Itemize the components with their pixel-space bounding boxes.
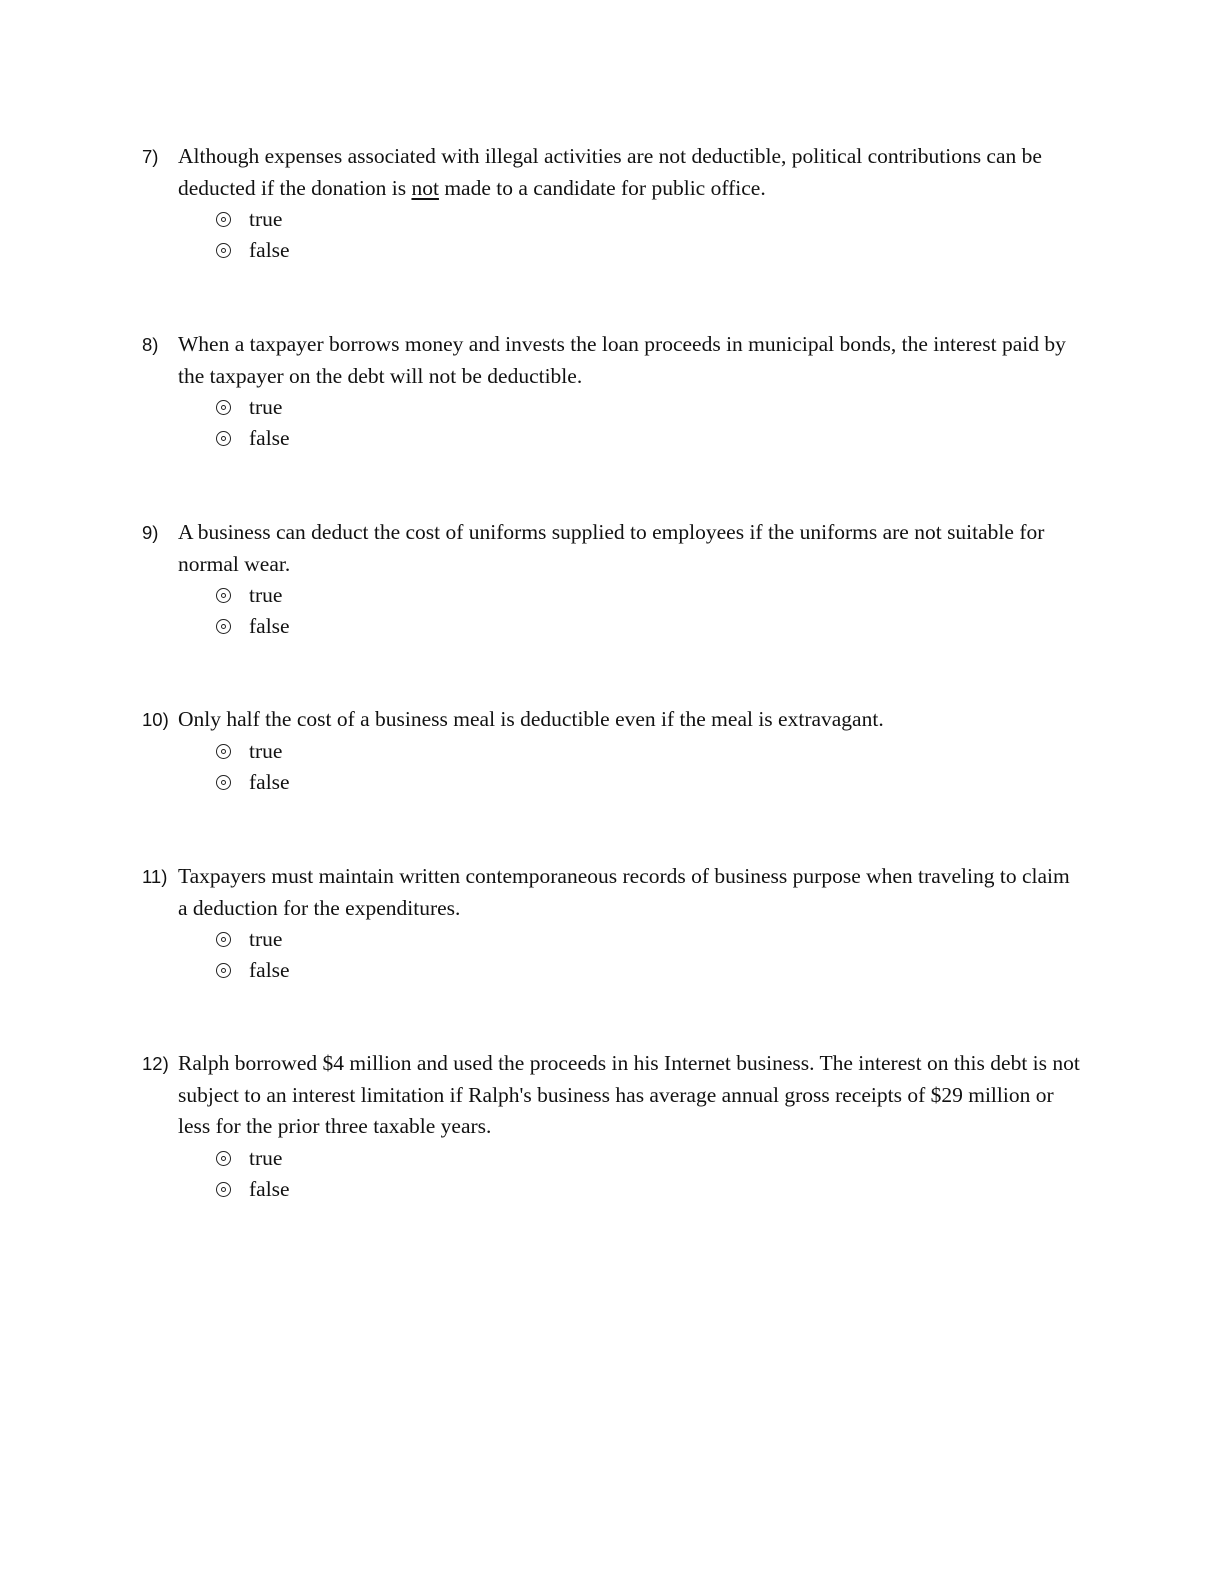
option-label: false: [249, 769, 290, 794]
radio-button-icon[interactable]: [216, 588, 231, 603]
option-label: true: [249, 207, 283, 232]
question-10: [142, 704, 1082, 798]
option-label: true: [249, 583, 283, 608]
option-false[interactable]: [216, 423, 1082, 454]
question-number: 11): [142, 866, 168, 887]
option-label: true: [249, 738, 283, 763]
answer-options: [216, 924, 1082, 987]
question-7: [142, 141, 1082, 267]
question-12: [142, 1048, 1082, 1205]
radio-button-icon[interactable]: [216, 400, 231, 415]
question-number: 10): [142, 709, 169, 730]
option-label: false: [249, 614, 290, 639]
radio-button-icon[interactable]: [216, 963, 231, 978]
answer-options: [216, 204, 1082, 267]
question-text: Ralph borrowed $4 million and used the proceeds in his Internet business. The interest on this debt is not subject to an interest limitation if Ralph's business has average annual gross receipts of $29 million or less for the prior three taxable years.: [178, 1051, 1080, 1138]
question-9: [142, 517, 1082, 643]
radio-button-icon[interactable]: [216, 932, 231, 947]
option-label: true: [249, 395, 283, 420]
radio-button-icon[interactable]: [216, 212, 231, 227]
option-label: false: [249, 958, 290, 983]
answer-options: [216, 392, 1082, 455]
option-false[interactable]: [216, 767, 1082, 798]
option-false[interactable]: [216, 611, 1082, 642]
radio-button-icon[interactable]: [216, 243, 231, 258]
question-number: 8): [142, 334, 159, 355]
radio-button-icon[interactable]: [216, 1151, 231, 1166]
question-text: Taxpayers must maintain written contemporaneous records of business purpose when traveling to claim a deduction for the expenditures.: [178, 864, 1070, 920]
option-false[interactable]: [216, 235, 1082, 266]
option-false[interactable]: [216, 1174, 1082, 1205]
option-false[interactable]: [216, 955, 1082, 986]
radio-button-icon[interactable]: [216, 619, 231, 634]
question-8: [142, 329, 1082, 455]
option-true[interactable]: [216, 580, 1082, 611]
answer-options: [216, 736, 1082, 799]
option-label: false: [249, 426, 290, 451]
option-true[interactable]: [216, 1143, 1082, 1174]
option-true[interactable]: [216, 736, 1082, 767]
option-label: true: [249, 1145, 283, 1170]
radio-button-icon[interactable]: [216, 775, 231, 790]
question-11: [142, 861, 1082, 987]
question-number: 7): [142, 146, 159, 167]
radio-button-icon[interactable]: [216, 431, 231, 446]
radio-button-icon[interactable]: [216, 744, 231, 759]
question-text: Although expenses associated with illegal activities are not deductible, political contributions can be deducted if the donation is not made to a candidate for public office.: [178, 144, 1042, 200]
underlined-word: not: [411, 175, 439, 200]
option-label: false: [249, 238, 290, 263]
option-true[interactable]: [216, 204, 1082, 235]
question-number: 12): [142, 1053, 169, 1074]
question-text: When a taxpayer borrows money and invests the loan proceeds in municipal bonds, the interest paid by the taxpayer on the debt will not be deductible.: [178, 332, 1066, 388]
option-true[interactable]: [216, 392, 1082, 423]
radio-button-icon[interactable]: [216, 1182, 231, 1197]
question-text: Only half the cost of a business meal is deductible even if the meal is extravagant.: [178, 707, 884, 731]
answer-options: [216, 1143, 1082, 1206]
answer-options: [216, 580, 1082, 643]
question-text: A business can deduct the cost of uniforms supplied to employees if the uniforms are not suitable for normal wear.: [178, 520, 1045, 576]
option-label: false: [249, 1176, 290, 1201]
option-label: true: [249, 927, 283, 952]
question-number: 9): [142, 522, 159, 543]
option-true[interactable]: [216, 924, 1082, 955]
